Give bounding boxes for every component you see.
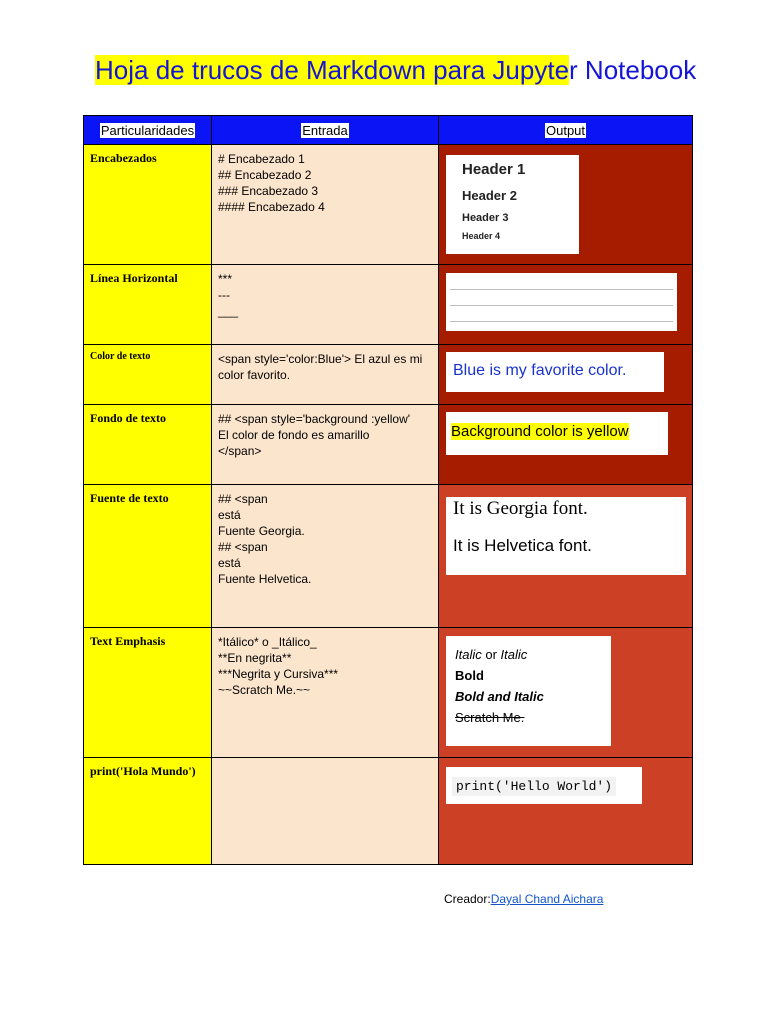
feature-cell: Fondo de texto: [84, 405, 212, 485]
title-rest: r Notebook: [569, 55, 697, 85]
emphasis-preview: [446, 636, 611, 746]
input-cell: [212, 758, 439, 865]
table-row: [84, 145, 693, 265]
horizontal-rule: [450, 305, 673, 306]
helvetica-sample: It is Helvetica font.: [453, 536, 592, 555]
header-particularidades: Particularidades: [84, 116, 212, 145]
bold-line: Bold: [455, 668, 484, 683]
feature-cell: Encabezados: [84, 145, 212, 265]
table-row: [84, 345, 693, 405]
feature-cell: Text Emphasis: [84, 628, 212, 758]
horizontal-lines-preview: [446, 273, 677, 331]
input-cell: ## <span style='background :yellow' El color de fondo es amarillo </span>: [212, 405, 439, 485]
input-cell: ## <span está Fuente Georgia. ## <span está Fuente Helvetica.: [212, 485, 439, 628]
output-cell: [439, 265, 693, 345]
table-row: [84, 405, 693, 485]
header-4-sample: Header 4: [462, 231, 501, 241]
code-preview: print('Hello World'): [446, 767, 642, 804]
output-cell: [439, 405, 693, 485]
headers-preview: [446, 155, 579, 254]
feature-cell: print('Hola Mundo'): [84, 758, 212, 865]
credit-label: Creador:: [444, 892, 491, 906]
author-link[interactable]: Dayal Chand Aichara: [490, 892, 604, 906]
input-cell: *Itálico* o _Itálico_ **En negrita** ***Negrita y Cursiva*** ~~Scratch Me.~~: [212, 628, 439, 758]
page-title: [95, 52, 696, 88]
bold-italic-line: Bold and Italic: [455, 689, 544, 704]
table-row: [84, 628, 693, 758]
feature-cell: Línea Horizontal: [84, 265, 212, 345]
credit-line: [444, 892, 603, 906]
table-row: [84, 265, 693, 345]
title-highlighted: Hoja de trucos de Markdown para Jupyte: [95, 55, 570, 85]
background-color-preview: Background color is yellow: [446, 412, 668, 455]
input-cell: *** --- ___: [212, 265, 439, 345]
blue-text-preview: Blue is my favorite color.: [446, 352, 664, 392]
cheat-sheet-table: [83, 115, 693, 865]
output-cell: [439, 145, 693, 265]
input-cell: <span style='color:Blue'> El azul es mi color favorito.: [212, 345, 439, 405]
georgia-sample: It is Georgia font.: [453, 498, 588, 519]
header-2-sample: Header 2: [462, 188, 517, 203]
horizontal-rule: [450, 289, 673, 290]
feature-cell: Fuente de texto: [84, 485, 212, 628]
feature-cell: Color de texto: [84, 345, 212, 405]
table-row: [84, 758, 693, 865]
strikethrough-line: Scratch Me.: [455, 710, 525, 725]
output-cell: [439, 628, 693, 758]
header-1-sample: Header 1: [462, 161, 526, 178]
header-3-sample: Header 3: [462, 212, 509, 224]
output-cell: [439, 345, 693, 405]
output-cell: [439, 485, 693, 628]
output-cell: [439, 758, 693, 865]
table-header-row: [84, 116, 693, 145]
italic-line: Italic or Italic: [455, 647, 528, 662]
header-entrada: Entrada: [212, 116, 439, 145]
table-row: [84, 485, 693, 628]
header-output: Output: [439, 116, 693, 145]
horizontal-rule: [450, 321, 673, 322]
font-preview: [446, 497, 686, 575]
input-cell: # Encabezado 1 ## Encabezado 2 ### Encabezado 3 #### Encabezado 4: [212, 145, 439, 265]
